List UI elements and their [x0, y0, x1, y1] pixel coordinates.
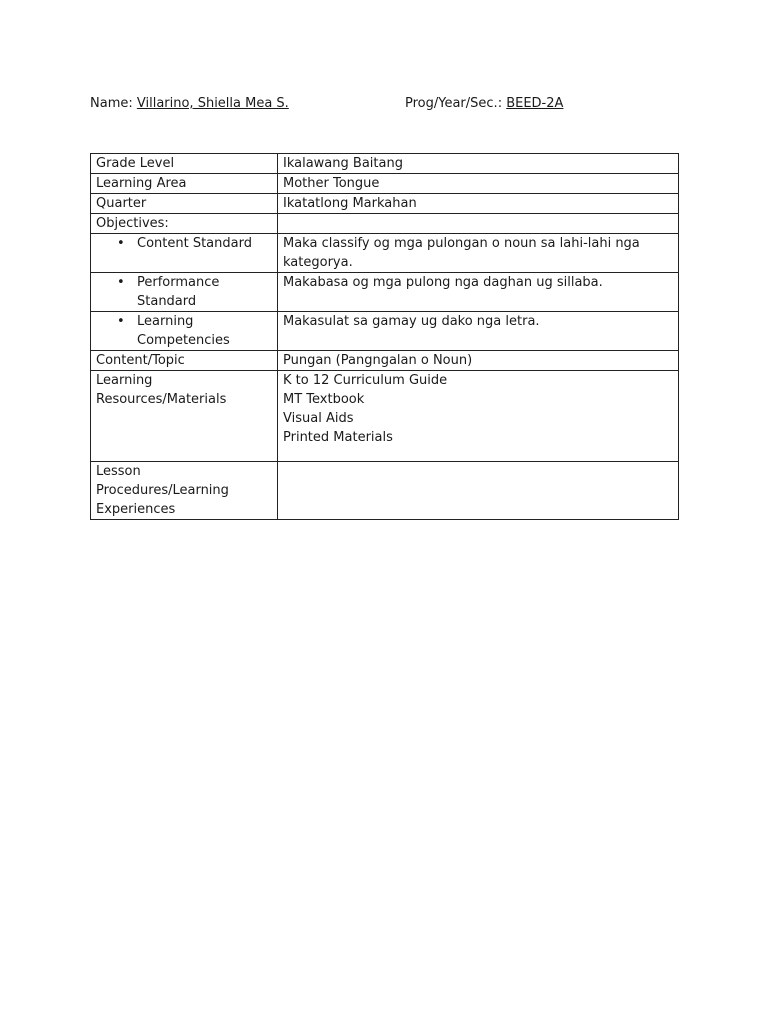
prog-year-sec-field [405, 94, 563, 114]
prog-label: Prog/Year/Sec.: [405, 96, 507, 111]
performance-standard-label: Performance Standard [137, 275, 220, 309]
grade-level-value: Ikalawang Baitang [278, 154, 679, 174]
list-item: MT Textbook [283, 392, 365, 407]
name-value: Villarino, Shiella Mea S. [136, 96, 289, 111]
learning-competencies-cell [91, 312, 278, 351]
name-label: Name: [90, 96, 137, 111]
table-row [91, 174, 679, 194]
grade-level-label: Grade Level [91, 154, 278, 174]
learning-resources-label: Learning Resources/Materials [91, 371, 278, 462]
quarter-value: Ikatatlong Markahan [278, 194, 679, 214]
content-standard-label: Content Standard [137, 236, 252, 251]
header-line [90, 94, 690, 114]
prog-value: BEED-2A [506, 96, 564, 111]
table-row [91, 234, 679, 273]
table-row [91, 351, 679, 371]
quarter-label: Quarter [91, 194, 278, 214]
lesson-plan-table [90, 153, 679, 520]
content-topic-value: Pungan (Pangngalan o Noun) [278, 351, 679, 371]
learning-area-value: Mother Tongue [278, 174, 679, 194]
table-row [91, 273, 679, 312]
table-row [91, 371, 679, 462]
performance-standard-cell [91, 273, 278, 312]
content-standard-value: Maka classify og mga pulongan o noun sa lahi-lahi nga kategorya. [278, 234, 679, 273]
learning-area-label: Learning Area [91, 174, 278, 194]
table-row [91, 214, 679, 234]
table-row [91, 312, 679, 351]
list-item: Printed Materials [283, 430, 393, 445]
objectives-value [278, 214, 679, 234]
table-row [91, 462, 679, 520]
learning-competencies-label: Learning Competencies [137, 314, 230, 348]
objectives-label: Objectives: [91, 214, 278, 234]
performance-standard-value: Makabasa og mga pulong nga daghan ug sillaba. [278, 273, 679, 312]
table-row [91, 194, 679, 214]
content-standard-cell [91, 234, 278, 273]
name-field [90, 94, 289, 114]
list-item: K to 12 Curriculum Guide [283, 373, 448, 388]
list-item: Visual Aids [283, 411, 354, 426]
learning-resources-list [278, 371, 679, 462]
bullet-icon: • [117, 275, 125, 290]
bullet-icon: • [117, 314, 125, 329]
bullet-icon: • [117, 236, 125, 251]
lesson-procedures-value [278, 462, 679, 520]
table-row [91, 154, 679, 174]
learning-competencies-value: Makasulat sa gamay ug dako nga letra. [278, 312, 679, 351]
lesson-procedures-label: Lesson Procedures/Learning Experiences [91, 462, 278, 520]
content-topic-label: Content/Topic [91, 351, 278, 371]
